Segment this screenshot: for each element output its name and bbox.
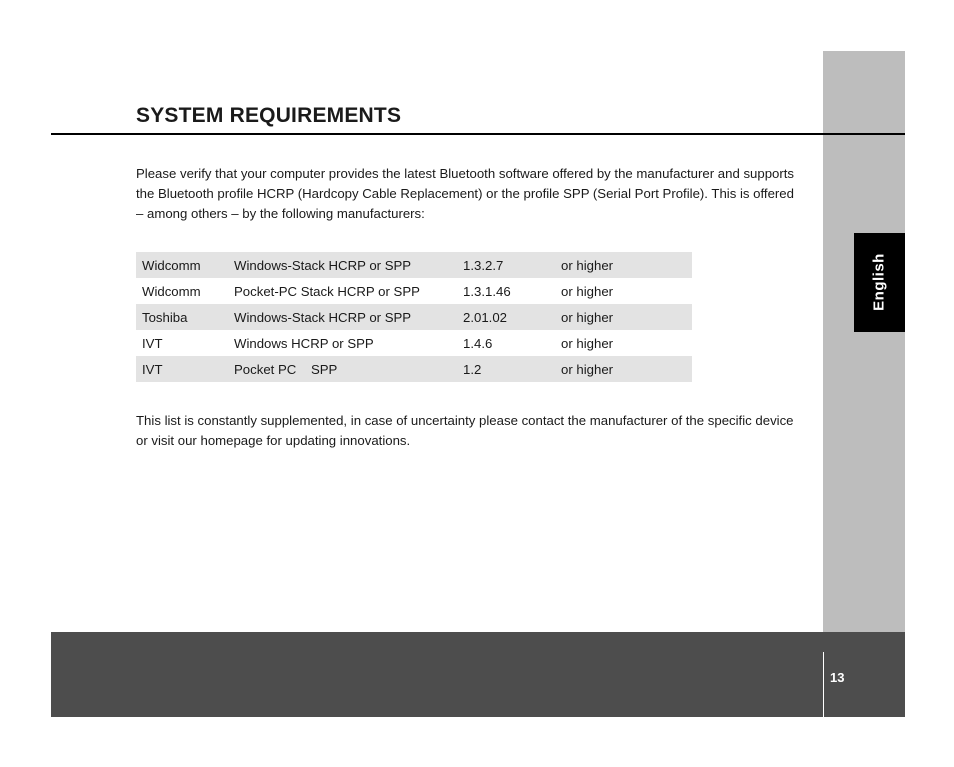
- software-cell: Windows-Stack HCRP or SPP: [234, 252, 463, 278]
- condition-cell: or higher: [561, 283, 614, 299]
- software-cell: Pocket PC SPP: [234, 356, 463, 382]
- note-paragraph: This list is constantly supplemented, in case of uncertainty please contact the manufacturer of the specific device or visit our homepage for updating innovations.: [136, 413, 794, 448]
- requirements-table: [136, 252, 692, 382]
- manufacturer-cell: IVT: [142, 335, 163, 351]
- manufacturer-cell: IVT: [136, 356, 234, 382]
- version-cell: 2.01.02: [463, 304, 561, 330]
- intro-paragraph: Please verify that your computer provides the latest Bluetooth software offered by the manufacturer and supports the Bluetooth profile HCRP (Hardcopy Cable Replacement) or the profile SPP (Serial Port Profile). This is offered – among others – by the following manufacturers:: [136, 166, 795, 221]
- version-cell: 1.3.1.46: [463, 283, 511, 299]
- software-cell: Windows-Stack HCRP or SPP: [234, 304, 463, 330]
- table-row: [136, 252, 692, 278]
- software-cell: Pocket-PC Stack HCRP or SPP: [234, 283, 420, 299]
- page-title: SYSTEM REQUIREMENTS: [136, 104, 402, 127]
- software-cell: Windows HCRP or SPP: [234, 335, 374, 351]
- footer-divider: [823, 652, 824, 717]
- condition-cell: or higher: [561, 252, 692, 278]
- side-margin-band: [823, 51, 905, 632]
- manufacturer-cell: Widcomm: [136, 252, 234, 278]
- manufacturer-cell: Widcomm: [142, 283, 201, 299]
- title-rule: [51, 133, 905, 135]
- language-tab-label: English: [870, 253, 888, 311]
- condition-cell: or higher: [561, 356, 692, 382]
- version-cell: 1.3.2.7: [463, 252, 561, 278]
- footer-bar: [51, 632, 905, 717]
- page-number: 13: [830, 670, 845, 685]
- condition-cell: or higher: [561, 304, 692, 330]
- condition-cell: or higher: [561, 335, 614, 351]
- table-row: [136, 356, 692, 382]
- version-cell: 1.2: [463, 356, 561, 382]
- version-cell: 1.4.6: [463, 335, 493, 351]
- table-row: [136, 304, 692, 330]
- manufacturer-cell: Toshiba: [136, 304, 234, 330]
- table-row: [136, 330, 692, 356]
- table-row: [136, 278, 692, 304]
